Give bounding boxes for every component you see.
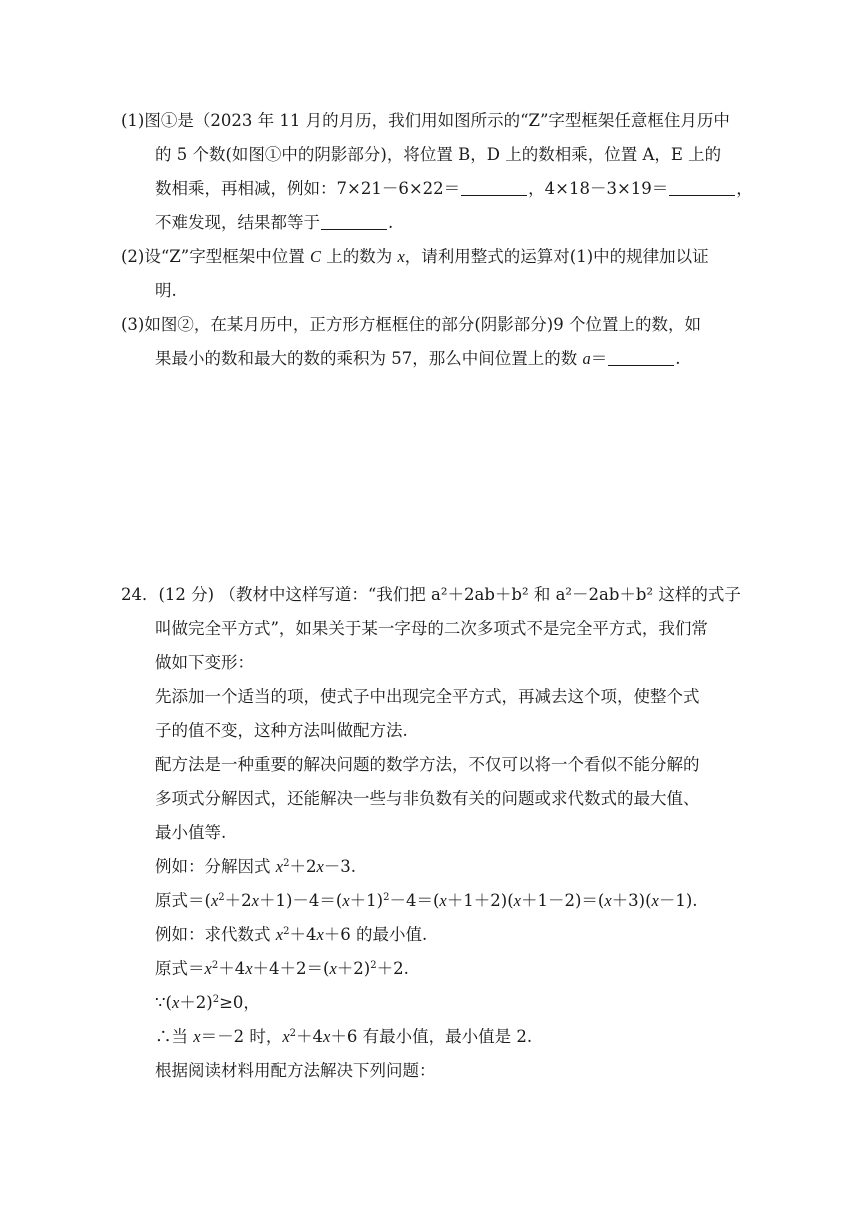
q24-line7: 多项式分解因式，还能解决一些与非负数有关的问题或求代数式的最大值、: [155, 789, 700, 808]
answer-blank: [321, 215, 387, 230]
answer-blank: [608, 351, 674, 366]
question-number: 24．: [121, 585, 159, 604]
question-score: (12 分): [158, 585, 215, 604]
q24-line5: 子的值不变，这种方法叫做配方法.: [155, 721, 408, 740]
answer-blank: [461, 181, 527, 196]
q23-part1-line3: 数相乘，再相减，例如：7×21－6×22＝ ，4×18－3×19＝ ，: [155, 179, 753, 198]
therefore-line: ∴当 x＝－2 时，$x^2+4x+6$ 有最小值，最小值是 2.: [155, 1027, 533, 1046]
q24-header: 24．(12 分) （教材中这样写道：“我们把 a²＋2ab＋b² 和 a²－2ab＋b² 这样的式子: [121, 585, 741, 604]
q24-line4: 先添加一个适当的项，使式子中出现完全平方式，再减去这个项，使整个式: [155, 687, 700, 706]
q24-line3: 做如下变形：: [155, 653, 254, 672]
q23-part2-line1: (2)设“Z”字型框架中位置 C 上的数为 x，请利用整式的运算对(1)中的规律加以证: [121, 247, 709, 266]
answer-blank: [669, 181, 735, 196]
example2-statement: 例如：求代数式 $x^2+4x+6$ 的最小值.: [155, 925, 428, 944]
q23-part1-line2: 的 5 个数(如图①中的阴影部分)，将位置 B，D 上的数相乘，位置 A，E 上的: [155, 145, 722, 164]
q23-part1-line4: 不难发现，结果都等于 .: [155, 213, 394, 232]
q24-line2: 叫做完全平方式”，如果关于某一字母的二次多项式不是完全平方式，我们常: [155, 619, 708, 638]
closing-instruction: 根据阅读材料用配方法解决下列问题：: [155, 1061, 436, 1080]
q23-part1-line1: (1)图①是（2023 年 11 月的月历，我们用如图所示的“Z”字型框架任意框住月历中: [121, 111, 730, 130]
example1-solution: 原式$=(x^2+2x+1)-4=(x+1)^2-4=(x+1+2)(x+1-2)=(x+3)(x-1)$.: [155, 891, 698, 910]
example1-statement: 例如：分解因式 $x^2+2x-3$.: [155, 857, 357, 876]
q24-line8: 最小值等.: [155, 823, 227, 842]
example2-solution: 原式$=x^2+4x+4+2=(x+2)^2+2$.: [155, 959, 409, 978]
q24-line6: 配方法是一种重要的解决问题的数学方法，不仅可以将一个看似不能分解的: [155, 755, 700, 774]
q23-part3-line1: (3)如图②，在某月历中，正方形方框框住的部分(阴影部分)9 个位置上的数，如: [121, 315, 701, 334]
because-line: $\because(x+2)^2\ge 0$，: [155, 993, 260, 1012]
q23-part3-line2: 果最小的数和最大的数的乘积为 57，那么中间位置上的数 a＝ .: [155, 349, 681, 368]
q23-part2-line2: 明.: [155, 281, 177, 300]
